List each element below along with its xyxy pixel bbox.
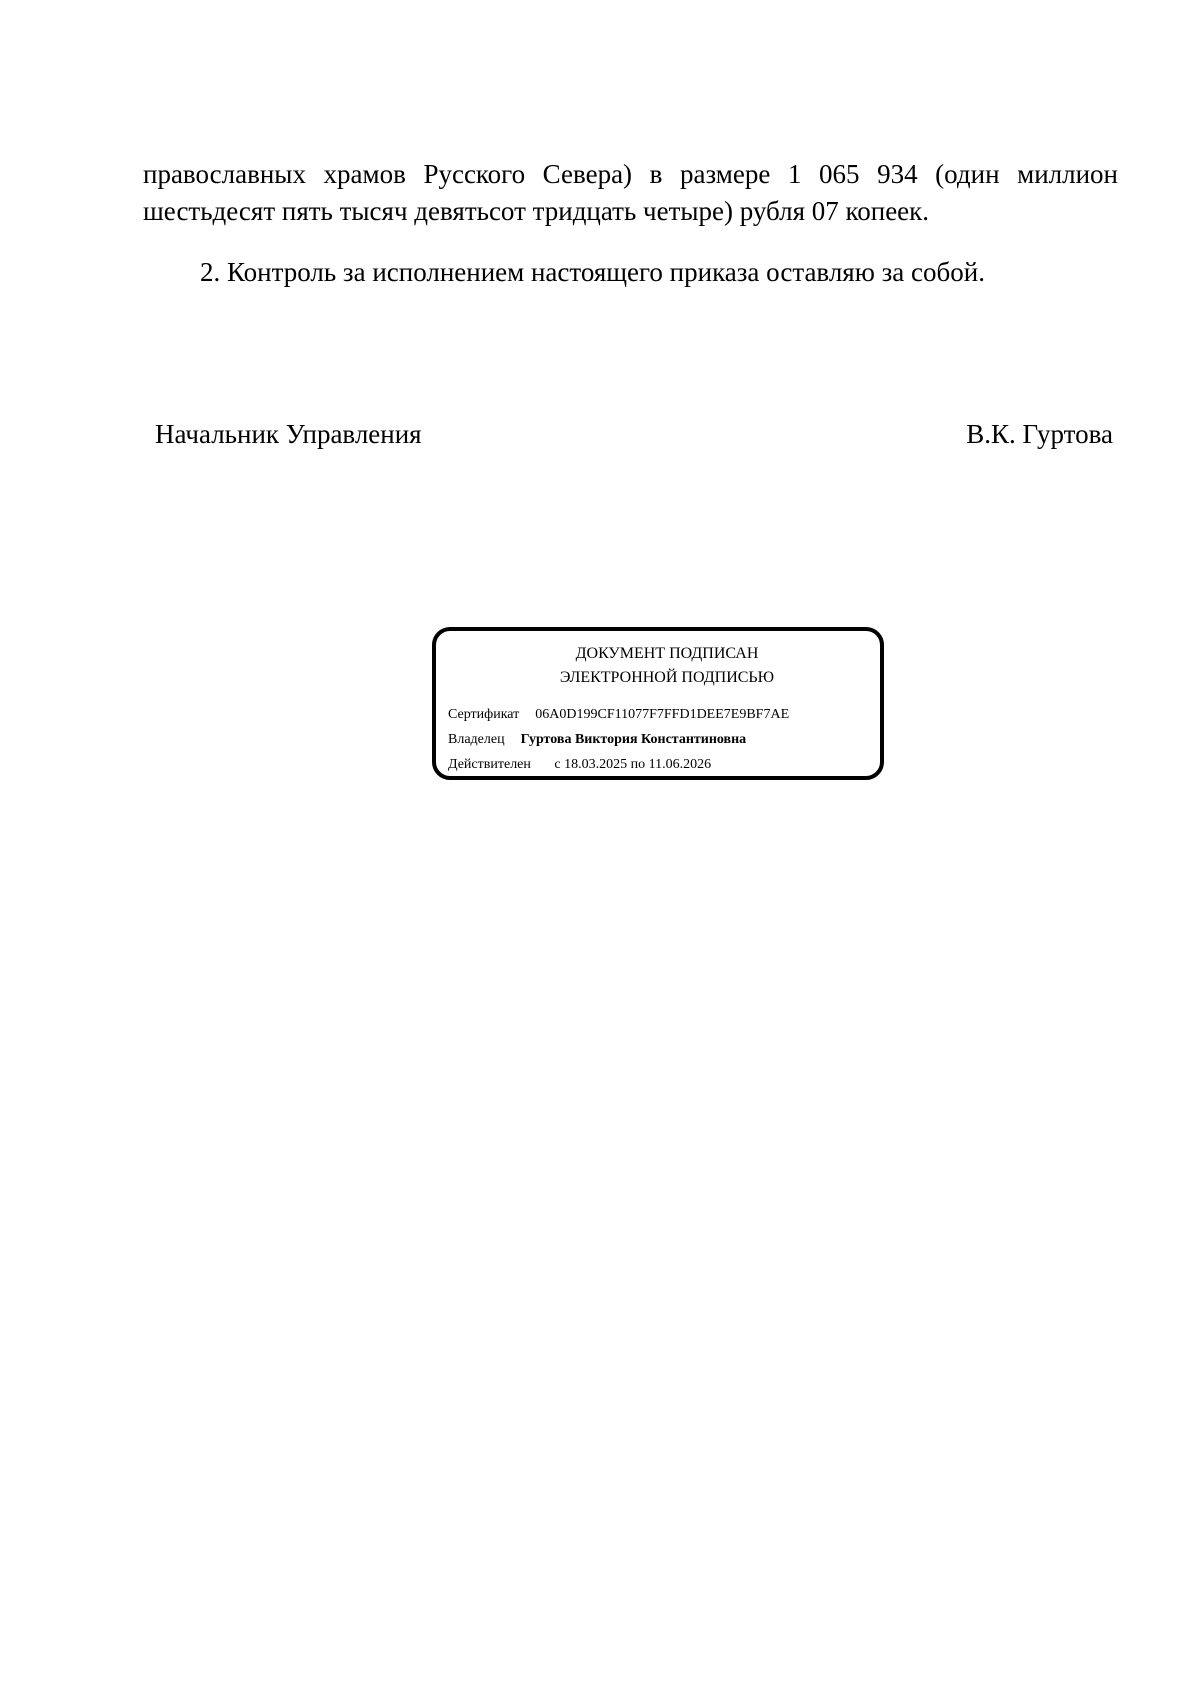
paragraph-line: православных храмов Русского Севера) в размере 1 065 934 (один миллион [143,159,1118,189]
electronic-signature-stamp [432,627,884,780]
owner-label: Владелец [448,732,505,747]
valid-to-date: 11.06.2026 [648,757,712,772]
signer-position: Начальник Управления [155,419,422,449]
stamp-certificate-row [448,706,789,724]
valid-from-date: 18.03.2025 [564,757,628,772]
certificate-label: Сертификат [448,707,520,722]
owner-value: Гуртова Виктория Константиновна [520,732,747,747]
valid-to-label: по [630,757,646,772]
stamp-title-line: ДОКУМЕНТ ПОДПИСАН [575,645,759,662]
valid-from-label: с [554,757,561,772]
stamp-validity-row [448,756,711,774]
stamp-title-line: ЭЛЕКТРОННОЙ ПОДПИСЬЮ [559,669,775,686]
stamp-owner-row [448,731,746,749]
validity-label: Действителен [448,757,531,772]
body-paragraph-control: 2. Контроль за исполнением настоящего приказа оставляю за собой. [200,257,985,287]
paragraph-line: шестьдесят пять тысяч девятьсот тридцать четыре) рубля 07 копеек. [143,196,930,226]
body-paragraph-amount [143,156,1118,230]
signer-name: В.К. Гуртова [966,419,1113,449]
stamp-title [436,642,880,690]
certificate-value: 06A0D199CF11077F7FFD1DEE7E9BF7AE [535,707,790,722]
